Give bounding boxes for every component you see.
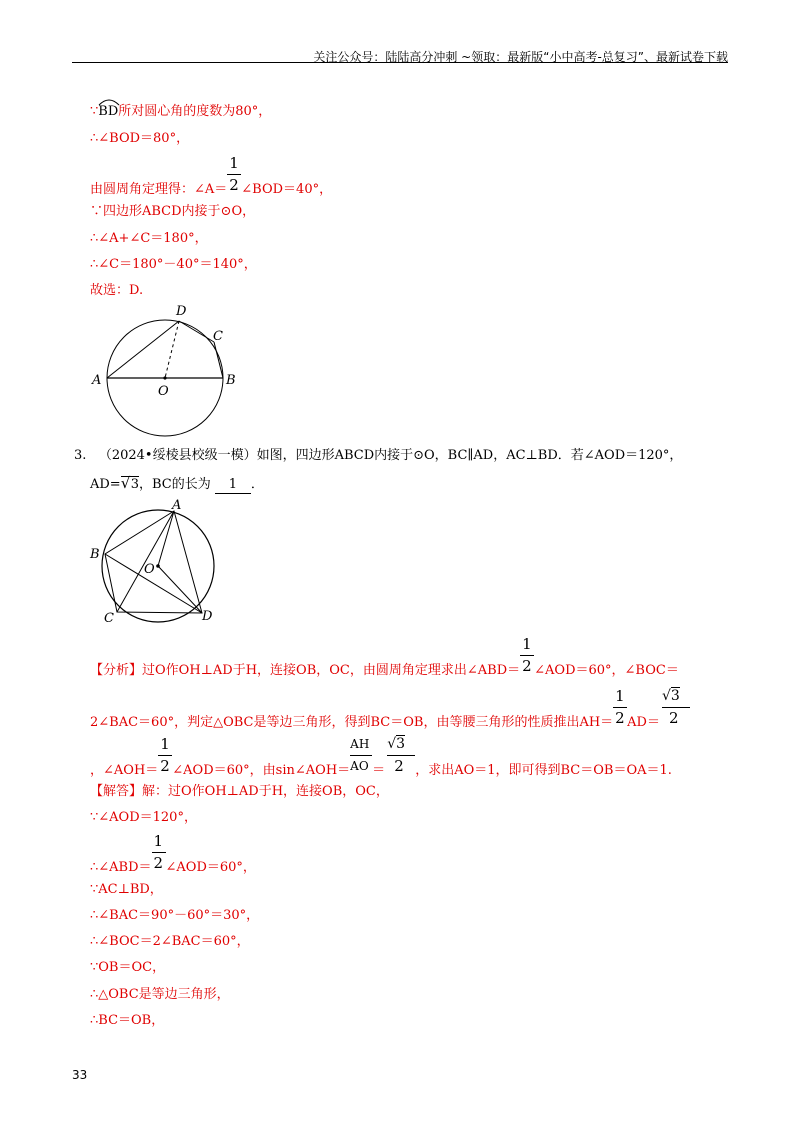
answer-line-4: ∵AC⊥BD， <box>90 882 163 897</box>
answer-line-1: 【解答】解：过O作OH⊥AD于H，连接OB，OC， <box>90 784 389 799</box>
answer-line-3: ∴∠ABD＝ $\frac{1}{2}$ ∠AOD＝60°， <box>90 832 256 875</box>
answer-line-5: ∴∠BAC＝90°－60°＝30°， <box>90 908 260 923</box>
prev-line-5: ∴∠A+∠C＝180°， <box>90 231 208 246</box>
prev-line-3: 由圆周角定理得：∠A＝ $\frac{1}{2}$ ∠BOD＝40°， <box>90 154 333 197</box>
header-rule <box>72 62 728 63</box>
analysis-line-3: ，∠AOH＝ $\frac{1}{2}$ ∠AOD＝60°，由sin∠AOH＝ $\frac{AH}{AO}$ ＝ $\frac{√3}{2}$ ，求出AO＝1，即可得到BC＝OB＝OA＝1. <box>90 735 672 778</box>
page-header <box>72 40 728 62</box>
prev-line-6: ∴∠C＝180°－40°＝140°， <box>90 257 257 272</box>
segment-cb <box>214 342 223 378</box>
label-d: D <box>202 609 213 624</box>
label-b: B <box>90 547 100 562</box>
label-b: B <box>226 373 236 388</box>
prev-line-1: ∵ BD所对圆心角的度数为80°， <box>90 104 271 120</box>
answer-line-6: ∴∠BOC＝2∠BAC＝60°， <box>90 934 250 949</box>
figure-1-circle <box>88 298 248 438</box>
answer-line-7: ∵OB＝OC， <box>90 960 166 975</box>
problem-3-line-1: 3. （2024•绥棱县校级一模）如图，四边形ABCD内接于⊙O，BC∥AD，AC⊥BD．若∠AOD＝120°， <box>74 448 683 463</box>
segment-ad <box>107 321 179 378</box>
label-o: O <box>158 384 169 399</box>
dashed-od <box>165 321 179 378</box>
label-d: D <box>176 304 187 319</box>
segment-dc <box>179 321 214 342</box>
center-dot <box>156 564 160 568</box>
answer-line-2: ∵∠AOD＝120°， <box>90 810 197 825</box>
prev-line-2: ∴∠BOD＝80°， <box>90 131 190 146</box>
answer-blank: 1 <box>215 477 251 494</box>
center-dot <box>163 376 166 379</box>
figure-2-circle <box>86 496 226 628</box>
analysis-line-2: 2∠BAC＝60°，判定△OBC是等边三角形，得到BC＝OB，由等腰三角形的性质推出AH＝ $\frac{1}{2}$ AD＝ $\frac{√3}{2}$ <box>90 710 690 731</box>
answer-line-9: ∴BC＝OB， <box>90 1013 165 1028</box>
page-number: 33 <box>72 1068 88 1082</box>
label-o: O <box>144 562 155 577</box>
problem-3-line-2: AD= √ 3，BC的长为 1 ． <box>90 474 264 492</box>
label-a: A <box>92 373 102 388</box>
analysis-line-1: 【分析】过O作OH⊥AD于H，连接OB，OC，由圆周角定理求出∠ABD＝ $\frac{1}{2}$ ∠AOD＝60°，∠BOC＝ <box>90 635 679 678</box>
prev-line-7: 故选：D. <box>90 283 144 298</box>
header-text: 关注公众号：陆陆高分冲刺 ~领取：最新版“小中高考-总复习”、最新试卷下载 <box>313 50 728 64</box>
prev-line-4: ∵四边形ABCD内接于⊙O， <box>90 204 256 219</box>
label-c: C <box>213 329 223 344</box>
arc-symbol-icon <box>98 98 120 106</box>
label-a: A <box>172 498 182 513</box>
answer-line-8: ∴△OBC是等边三角形， <box>90 987 230 1002</box>
label-c: C <box>104 611 114 626</box>
